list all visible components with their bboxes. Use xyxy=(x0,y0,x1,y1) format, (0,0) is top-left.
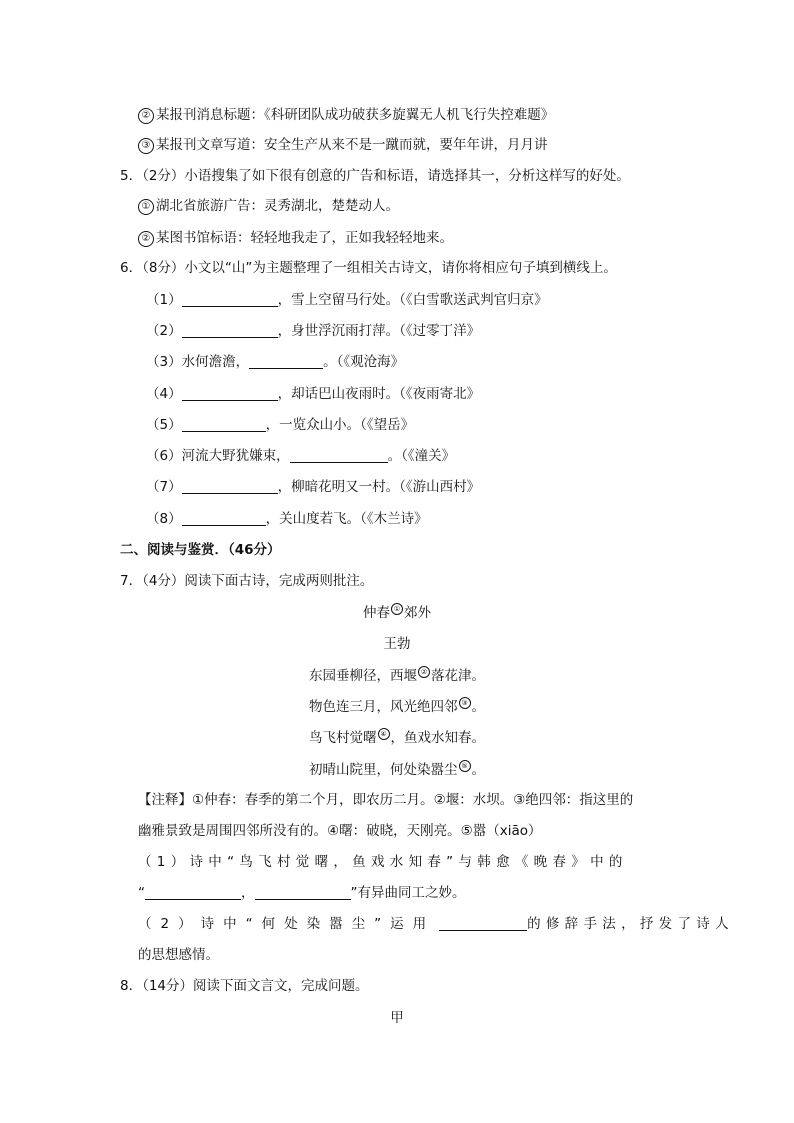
item-number: （4） xyxy=(146,386,182,402)
item-text: （6）河流大野犹嫌束， xyxy=(146,448,290,464)
item-text: 某报刊消息标题：《科研团队成功破获多旋翼无人机飞行失控难题》 xyxy=(156,107,555,123)
question-8: 8．（14分）阅读下面文言文，完成问题。 xyxy=(120,978,369,994)
annotation-line-1: 【注释】①仲春：春季的第二个月，即农历二月。②堰：水坝。③绝四邻：指这里的 xyxy=(138,792,634,808)
q7-sub-1: （1）诗中“鸟飞村觉曙，鱼戏水知春”与韩愈《晚春》中的 xyxy=(138,854,628,870)
answer-blank[interactable] xyxy=(290,448,388,463)
poem-title xyxy=(0,603,794,622)
q6-item-4 xyxy=(146,385,480,403)
q7-sub-2 xyxy=(138,915,734,933)
item-text: 。（《观沧海》 xyxy=(323,354,405,370)
poem-line-2 xyxy=(0,697,794,716)
footnote-marker: ① xyxy=(391,603,403,615)
item-number: （5） xyxy=(146,417,182,433)
question-7: 7．（4分）阅读下面古诗，完成两则批注。 xyxy=(120,573,374,589)
poem-text: 物色连三月，风光绝四邻 xyxy=(309,699,458,715)
poem-line-4 xyxy=(0,760,794,779)
poem-title-text: 郊外 xyxy=(404,605,431,621)
item-number: （8） xyxy=(146,511,182,527)
poem-text: 鸟飞村觉曙 xyxy=(309,730,377,746)
answer-blank[interactable] xyxy=(182,292,278,307)
q6-item-6 xyxy=(146,447,455,465)
q6-item-2 xyxy=(146,322,480,340)
item-text: ，雪上空留马行处。（《白雪歌送武判官归京》 xyxy=(277,292,548,308)
answer-blank[interactable] xyxy=(249,354,323,369)
poem-text: 。 xyxy=(471,762,485,778)
poem-line-3 xyxy=(0,728,794,747)
poem-text: 。 xyxy=(471,699,485,715)
answer-blank[interactable] xyxy=(255,885,351,900)
circled-number: ① xyxy=(138,199,154,215)
q6-item-7 xyxy=(146,478,480,496)
item-text: ，身世浮沉雨打萍。（《过零丁洋》 xyxy=(277,323,481,339)
q6-item-5 xyxy=(146,416,414,434)
q6-item-8 xyxy=(146,510,428,528)
item-text: ，关山度若飞。（《木兰诗》 xyxy=(265,511,428,527)
q7-sub-1-blanks xyxy=(138,884,466,902)
comma: ， xyxy=(241,885,255,901)
footnote-marker: ⑤ xyxy=(459,760,471,772)
answer-blank[interactable] xyxy=(182,386,278,401)
poem-text: ，鱼戏水知春。 xyxy=(390,730,485,746)
item-line-3 xyxy=(138,136,548,154)
item-text: 某报刊文章写道：安全生产从来不是一蹴而就，要年年讲，月月讲 xyxy=(156,137,548,153)
answer-blank[interactable] xyxy=(182,323,278,338)
passage-label: 甲 xyxy=(390,1010,404,1026)
item-text: ”有异曲同工之妙。 xyxy=(350,885,466,901)
item-text: （2）诗中“何处染嚣尘”运用 xyxy=(138,916,436,932)
answer-blank[interactable] xyxy=(145,885,241,900)
question-6: 6．（8分）小文以“山”为主题整理了一组相关古诗文，请你将相应句子填到横线上。 xyxy=(120,260,617,276)
answer-blank[interactable] xyxy=(439,916,527,931)
item-number: （1） xyxy=(146,292,182,308)
q6-item-3 xyxy=(146,353,404,371)
q5-option-2 xyxy=(138,229,453,247)
item-text: 的修辞手法，抒发了诗人 xyxy=(527,916,734,932)
circled-number: ② xyxy=(138,108,154,124)
q7-sub-2-cont: 的思想感情。 xyxy=(138,947,219,963)
item-text: ，柳暗花明又一村。（《游山西村》 xyxy=(277,479,481,495)
poem-author: 王勃 xyxy=(383,636,411,652)
item-text: 。（《潼关》 xyxy=(387,448,456,464)
footnote-marker: ② xyxy=(418,666,430,678)
quote-mark: “ xyxy=(138,885,145,901)
footnote-marker: ③ xyxy=(459,697,471,709)
poem-line-1 xyxy=(0,666,794,685)
circled-number: ③ xyxy=(138,138,154,154)
answer-blank[interactable] xyxy=(182,479,278,494)
item-line-2 xyxy=(138,106,554,124)
q6-item-1 xyxy=(146,291,548,309)
poem-text: 东园垂柳径，西堰 xyxy=(309,668,417,684)
question-5: 5．（2分）小语搜集了如下很有创意的广告和标语，请选择其一，分析这样写的好处。 xyxy=(120,168,630,184)
q5-option-1 xyxy=(138,197,399,215)
poem-title-text: 仲春 xyxy=(363,605,390,621)
item-text: ，却话巴山夜雨时。（《夜雨寄北》 xyxy=(277,386,481,402)
item-text: （3）水何澹澹， xyxy=(146,354,250,370)
item-text: ，一览众山小。（《望岳》 xyxy=(265,417,415,433)
poem-text: 初晴山院里，何处染嚣尘 xyxy=(309,762,458,778)
footnote-marker: ④ xyxy=(378,728,390,740)
option-text: 某图书馆标语：轻轻地我走了，正如我轻轻地来。 xyxy=(156,230,453,246)
poem-text: 落花津。 xyxy=(431,668,485,684)
annotation-line-2: 幽雅景致是周围四邻所没有的。④曙：破晓，天刚亮。⑤嚣（xiāo） xyxy=(138,823,542,839)
answer-blank[interactable] xyxy=(182,417,266,432)
section-heading: 二、阅读与鉴赏．（46分） xyxy=(120,542,281,558)
item-number: （2） xyxy=(146,323,182,339)
option-text: 湖北省旅游广告：灵秀湖北，楚楚动人。 xyxy=(156,198,399,214)
answer-blank[interactable] xyxy=(182,511,266,526)
circled-number: ② xyxy=(138,231,154,247)
item-number: （7） xyxy=(146,479,182,495)
